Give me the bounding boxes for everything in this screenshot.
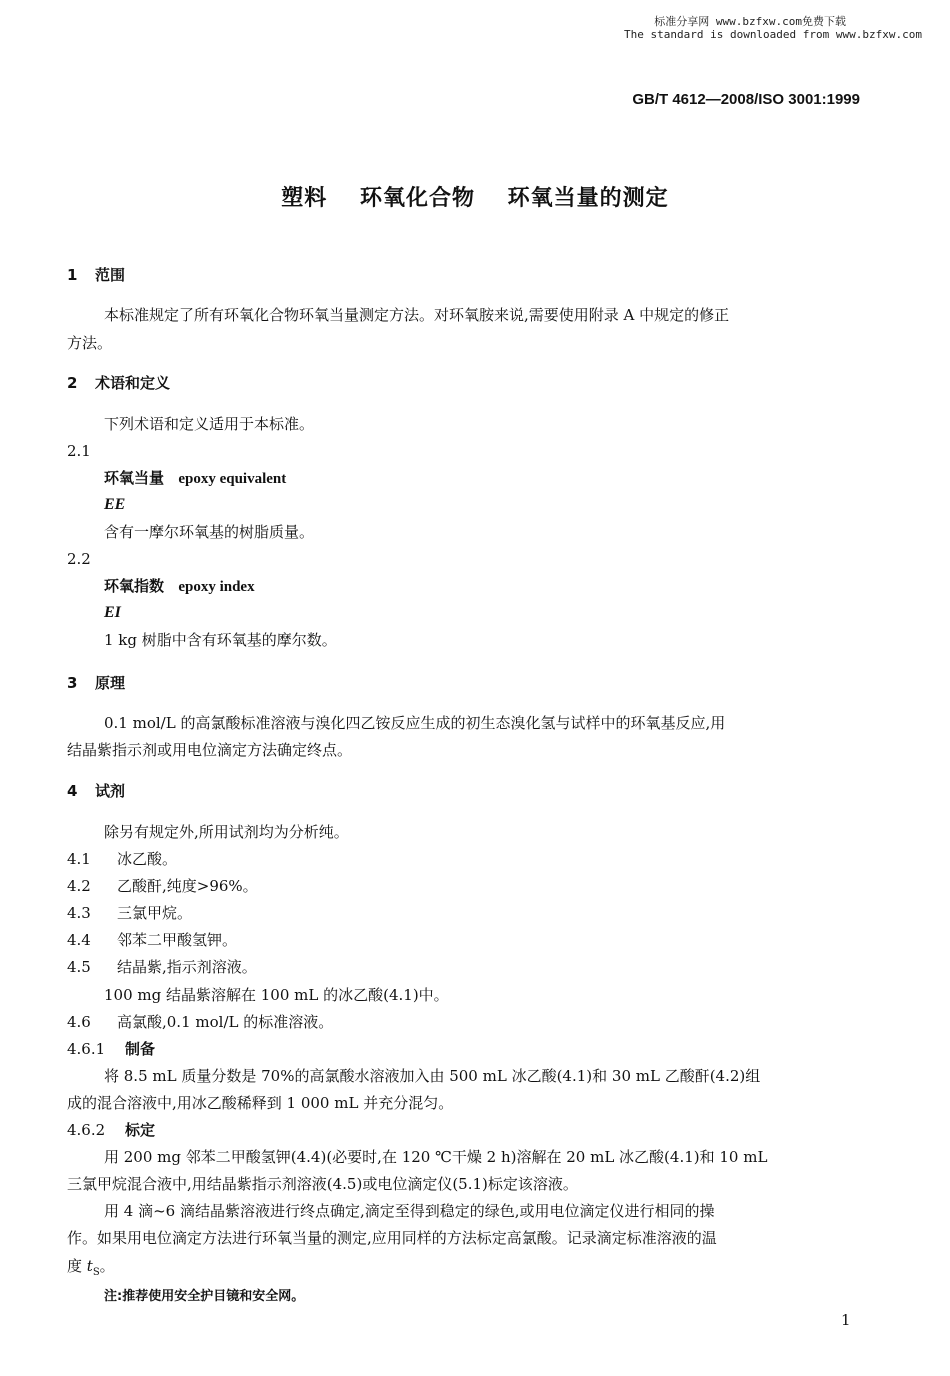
clause-number: 2.1 (67, 442, 91, 460)
list-item (67, 876, 258, 896)
term-abbreviation: EI (104, 604, 121, 621)
section-number: 2 (67, 374, 78, 392)
section-number: 1 (67, 266, 78, 284)
list-item (67, 957, 257, 977)
clause-number: 2.2 (67, 550, 91, 568)
subclause-heading (67, 1120, 155, 1140)
paragraph-line: 本标准规定了所有环氧化合物环氧当量测定方法。对环氧胺来说,需要使用附录 A 中规定的修正 (104, 306, 730, 324)
subclause-number: 4.6.2 (67, 1121, 106, 1139)
section-title: 原理 (95, 674, 126, 692)
term-chinese: 环氧指数 (104, 577, 165, 595)
title-part-1: 塑料 (281, 186, 328, 211)
item-text: 乙酸酐,纯度>96%。 (117, 877, 258, 895)
paragraph-line: 作。如果用电位滴定方法进行环氧当量的测定,应用同样的方法标定高氯酸。记录滴定标准溶液的温 (67, 1229, 717, 1247)
paragraph-line (67, 1256, 115, 1279)
text-fragment: 度 (67, 1257, 87, 1275)
document-title (0, 181, 950, 212)
watermark-line-2: The standard is downloaded from www.bzfxw.com (623, 28, 922, 41)
subclause-title: 标定 (125, 1121, 156, 1139)
term-definition: 含有一摩尔环氧基的树脂质量。 (104, 523, 315, 541)
note: 注:推荐使用安全护目镜和安全网。 (104, 1289, 305, 1304)
section-title: 范围 (95, 266, 126, 284)
term-definition: 1 kg 树脂中含有环氧基的摩尔数。 (104, 631, 337, 649)
variable-subscript: S (92, 1267, 100, 1278)
item-text: 冰乙酸。 (117, 850, 178, 868)
item-number: 4.3 (67, 904, 91, 922)
list-item (67, 903, 192, 923)
paragraph-line: 下列术语和定义适用于本标准。 (104, 415, 315, 433)
temperature-variable: t (86, 1257, 93, 1275)
term-english: epoxy equivalent (178, 471, 287, 487)
standard-number: GB/T 4612—2008/ISO 3001:1999 (632, 91, 860, 108)
paragraph-line: 用 4 滴~6 滴结晶紫溶液进行终点确定,滴定至得到稳定的绿色,或用电位滴定仪进行相同的操 (104, 1202, 715, 1220)
list-item (67, 849, 177, 869)
list-item (67, 930, 237, 950)
paragraph-line: 结晶紫指示剂或用电位滴定方法确定终点。 (67, 741, 353, 759)
section-4-heading (67, 781, 125, 801)
title-part-2: 环氧化合物 (359, 186, 475, 211)
paragraph-line: 成的混合溶液中,用冰乙酸稀释到 1 000 mL 并充分混匀。 (67, 1094, 454, 1112)
subclause-number: 4.6.1 (67, 1040, 106, 1058)
section-number: 3 (67, 674, 78, 692)
list-item (67, 1012, 333, 1032)
item-text: 高氯酸,0.1 mol/L 的标准溶液。 (117, 1013, 334, 1031)
section-title: 术语和定义 (95, 374, 171, 392)
item-text: 三氯甲烷。 (117, 904, 193, 922)
paragraph-line: 用 200 mg 邻苯二甲酸氢钾(4.4)(必要时,在 120 ℃干燥 2 h)溶解在 20 mL 冰乙酸(4.1)和 10 mL (104, 1148, 768, 1166)
page-number: 1 (841, 1311, 851, 1329)
section-number: 4 (67, 782, 78, 800)
paragraph-line: 除另有规定外,所用试剂均为分析纯。 (104, 823, 349, 841)
section-3-heading (67, 673, 125, 693)
term-english: epoxy index (178, 579, 255, 595)
item-text: 邻苯二甲酸氢钾。 (117, 931, 238, 949)
subclause-heading (67, 1039, 155, 1059)
paragraph-line: 三氯甲烷混合液中,用结晶紫指示剂溶液(4.5)或电位滴定仪(5.1)标定该溶液。 (67, 1175, 578, 1193)
text-fragment: 。 (99, 1257, 115, 1275)
paragraph-line: 将 8.5 mL 质量分数是 70%的高氯酸水溶液加入由 500 mL 冰乙酸(4.1)和 30 mL 乙酸酐(4.2)组 (104, 1067, 761, 1085)
term-entry (104, 468, 286, 489)
title-part-3: 环氧当量的测定 (507, 186, 669, 211)
term-abbreviation: EE (104, 496, 126, 513)
item-number: 4.2 (67, 877, 91, 895)
paragraph-line: 100 mg 结晶紫溶解在 100 mL 的冰乙酸(4.1)中。 (104, 986, 449, 1004)
item-number: 4.5 (67, 958, 91, 976)
item-number: 4.6 (67, 1013, 91, 1031)
section-2-heading (67, 373, 170, 393)
term-entry (104, 576, 255, 597)
section-title: 试剂 (95, 782, 126, 800)
item-text: 结晶紫,指示剂溶液。 (117, 958, 257, 976)
item-number: 4.1 (67, 850, 91, 868)
paragraph-line: 0.1 mol/L 的高氯酸标准溶液与溴化四乙铵反应生成的初生态溴化氢与试样中的环氧基反应,用 (104, 714, 726, 732)
subclause-title: 制备 (125, 1040, 156, 1058)
item-number: 4.4 (67, 931, 91, 949)
paragraph-line: 方法。 (67, 334, 113, 352)
section-1-heading (67, 265, 125, 285)
term-chinese: 环氧当量 (104, 469, 165, 487)
watermark-line-1: 标准分享网 www.bzfxw.com免费下载 (654, 15, 846, 28)
